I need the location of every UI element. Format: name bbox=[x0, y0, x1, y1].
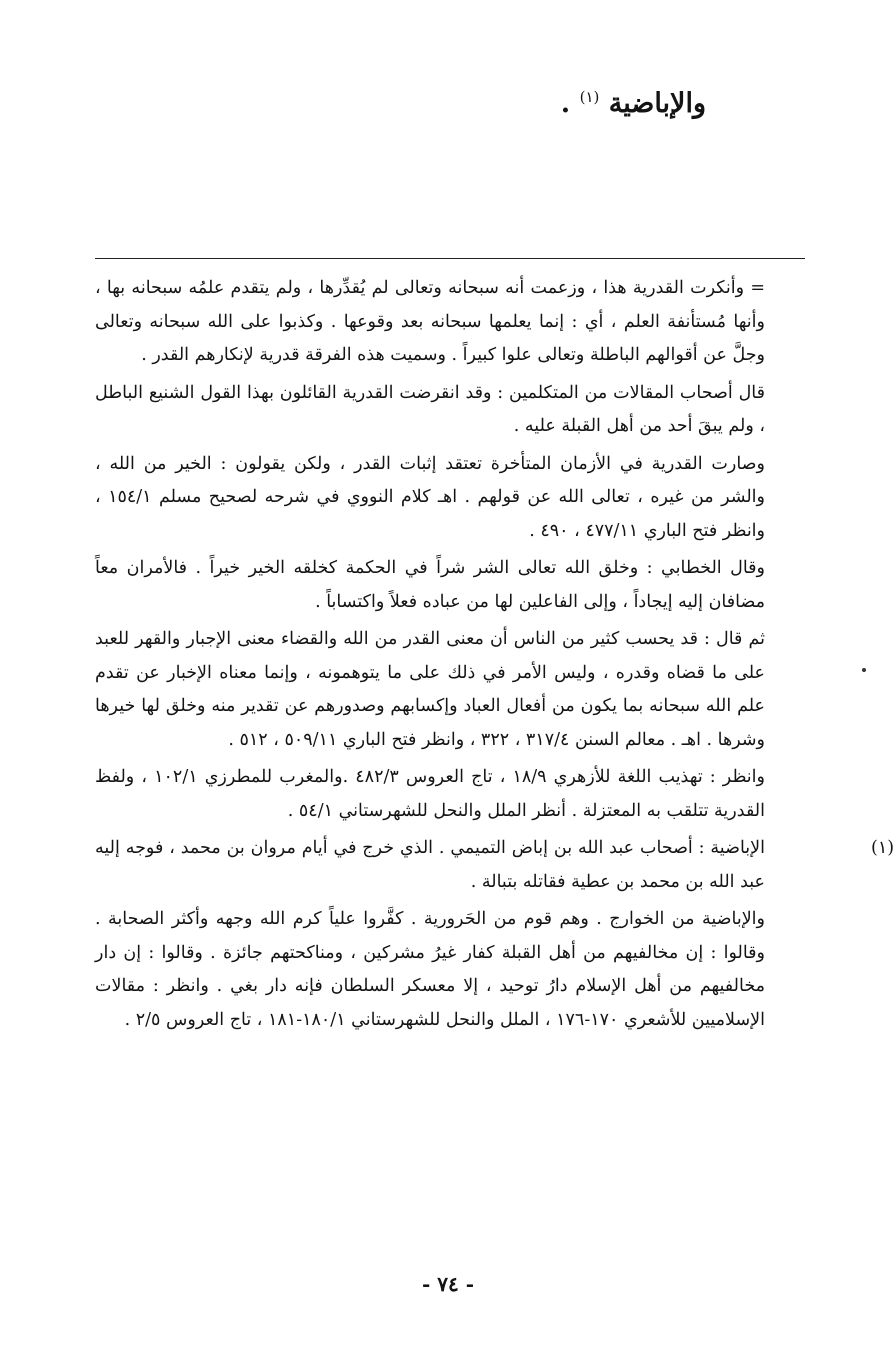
footnote-1-paragraph: والإباضية من الخوارج . وهم قوم من الحَرورية . كفَّروا علياً كرم الله وجهه وأكثر الصحابة . وقالوا : إن مخالفيهم من أهل القبلة كفار غيرُ مشركين ، ومناكحتهم جائزة . وقالوا : إن دار مخالفيهم من أهل الإسلام دارُ توحيد ، إلا معسكر السلطان فإنه دار بغي . وانظر : مقالات الإسلاميين للأشعري ١٧٠-١٧٦ ، الملل والنحل للشهرستاني ١٨٠/١-١٨١ ، تاج العروس ٢/٥ . bbox=[95, 909, 765, 1030]
footnote-1-number: (١) bbox=[871, 838, 895, 858]
footnotes-block bbox=[95, 272, 895, 1037]
footnote-ref-1[interactable]: (١) bbox=[579, 88, 600, 106]
footnote-paragraph: قال أصحاب المقالات من المتكلمين : وقد انقرضت القدرية القائلون بهذا القول الشنيع الباطل ، ولم يبقَ أحد من أهل القبلة عليه . bbox=[95, 382, 765, 436]
footnote-1 bbox=[95, 832, 895, 1037]
footnote-paragraph: ثم قال : قد يحسب كثير من الناس أن معنى القدر من الله والقضاء معنى الإجبار والقهر للعبد على ما قضاه وقدره ، وليس الأمر في ذلك على ما يتوهمونه ، وإنما معناه الإخبار عن تقدم علم الله سبحانه بما يكون من أفعال العباد وإكسابهم وصدورهم عن تقدير منه وخلق لها خيرها وشرها . اهـ . معالم السنن ٣١٧/٤ ، ٣٢٢ ، وانظر فتح الباري ٥٠٩/١١ ، ٥١٢ . bbox=[95, 629, 765, 750]
main-text-line bbox=[561, 88, 706, 119]
footnote-paragraph: وصارت القدرية في الأزمان المتأخرة تعتقد إثبات القدر ، ولكن يقولون : الخير من الله ، والشر من غيره ، تعالى الله عن قولهم . اهـ كلام النووي في شرحه لصحيح مسلم ١٥٤/١ ، وانظر فتح الباري ٤٧٧/١١ ، ٤٩٠ . bbox=[95, 453, 765, 541]
footnote-1-paragraph: الإباضية : أصحاب عبد الله بن إباض التميمي . الذي خرج في أيام مروان بن محمد ، فوجه إليه عبد الله بن محمد بن عطية فقاتله بتبالة . bbox=[95, 838, 765, 892]
page-number: - ٧٤ - bbox=[421, 1272, 474, 1296]
footnote-paragraph: = وأنكرت القدرية هذا ، وزعمت أنه سبحانه وتعالى لم يُقدِّرها ، ولم يتقدم علمُه سبحانه بها ، وأنها مُستأنفة العلم ، أي : إنما يعلمها سبحانه بعد وقوعها . وكذبوا على الله سبحانه وتعالى وجلَّ عن أقوالهم الباطلة وتعالى علوا كبيراً . وسميت هذه الفرقة قدرية لإنكارهم القدر . bbox=[95, 278, 765, 365]
heading-period: . bbox=[560, 88, 571, 119]
footnote-paragraph: وقال الخطابي : وخلق الله تعالى الشر شراً في الحكمة كخلقه الخير خيراً . فالأمران معاً مضافان إليه إيجاداً ، وإلى الفاعلين لها من عباده فعلاً واكتساباً . bbox=[95, 558, 765, 612]
footnote-separator bbox=[95, 258, 805, 259]
scan-speck bbox=[862, 668, 866, 672]
heading-word: والإباضية bbox=[608, 88, 706, 119]
footnote-paragraph: وانظر : تهذيب اللغة للأزهري ١٨/٩ ، تاج العروس ٤٨٢/٣ .والمغرب للمطرزي ١٠٢/١ ، ولفظ القدرية تتلقب به المعتزلة . أنظر الملل والنحل للشهرستاني ٥٤/١ . bbox=[95, 767, 765, 821]
